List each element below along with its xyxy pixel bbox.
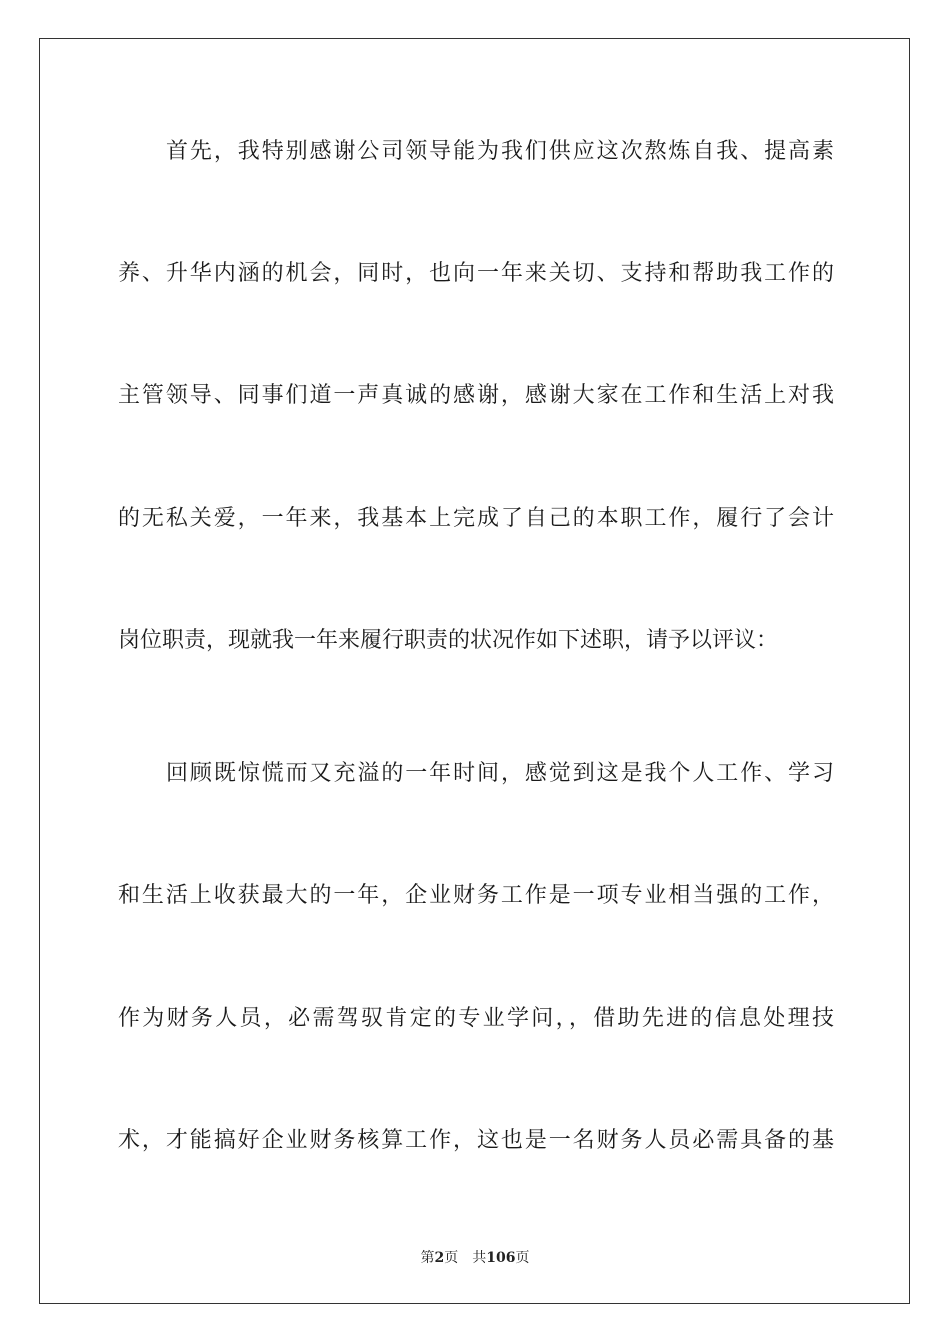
paragraph-1-line-1: 首先，我特别感谢公司领导能为我们供应这次熬炼自我、提高素 (166, 139, 834, 164)
page-prefix: 第 (420, 1250, 435, 1266)
total-suffix: 页 (515, 1250, 530, 1266)
paragraph-2-line-4: 术，才能搞好企业财务核算工作，这也是一名财务人员必需具备的基 (118, 1128, 834, 1153)
paragraph-2-line-3: 作为财务人员，必需驾驭肯定的专业学问，，借助先进的信息处理技 (118, 1006, 834, 1031)
total-prefix: 共 (472, 1250, 487, 1266)
total-pages: 106 (486, 1250, 516, 1266)
page-suffix: 页 (444, 1250, 459, 1266)
paragraph-1-line-4: 的无私关爱，一年来，我基本上完成了自己的本职工作，履行了会计 (118, 506, 834, 531)
paragraph-2-line-1: 回顾既惊慌而又充溢的一年时间，感觉到这是我个人工作、学习 (166, 761, 834, 786)
page-border (39, 38, 910, 1304)
page-number: 2 (434, 1250, 445, 1266)
page-footer (0, 1248, 950, 1268)
paragraph-1-line-3: 主管领导、同事们道一声真诚的感谢，感谢大家在工作和生活上对我 (118, 383, 834, 408)
paragraph-1-line-5: 岗位职责，现就我一年来履行职责的状况作如下述职，请予以评议： (118, 628, 779, 653)
paragraph-2-line-2: 和生活上收获最大的一年，企业财务工作是一项专业相当强的工作， (118, 883, 834, 908)
paragraph-1-line-2: 养、升华内涵的机会，同时，也向一年来关切、支持和帮助我工作的 (118, 261, 834, 286)
